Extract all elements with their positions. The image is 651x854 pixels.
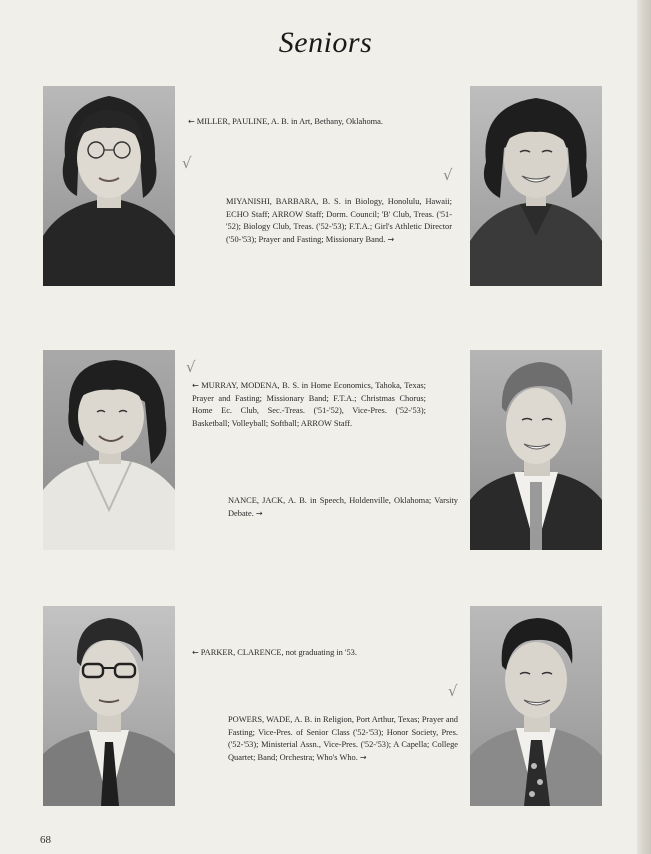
bio-text: POWERS, WADE, A. B. in Religion, Port Arthur, Texas; Prayer and Fasting; Vice-Pres. of Senior Class ('52-'53); Honor Society, Pres. ('52-'53); Ministerial Assn., Vice-Pres. ('52-'53); A Capella; College Quartet; Band; Orchestra; Who's Who. <box>228 715 458 762</box>
portrait-photo-miyanishi <box>470 86 602 286</box>
bio-parker <box>192 647 452 660</box>
page-edge <box>637 0 651 854</box>
arrow-right-icon: → <box>387 234 395 244</box>
bio-nance <box>228 495 458 520</box>
check-mark-icon: √ <box>448 682 458 700</box>
arrow-left-icon: ← <box>192 381 199 390</box>
portrait-photo-murray <box>43 350 175 550</box>
check-mark-icon: √ <box>443 166 453 184</box>
portrait-photo-nance <box>470 350 602 550</box>
check-mark-icon: √ <box>186 358 196 376</box>
check-mark-icon: √ <box>182 154 192 172</box>
bio-text: MILLER, PAULINE, A. B. in Art, Bethany, Oklahoma. <box>196 117 383 126</box>
page-number: 68 <box>40 834 51 846</box>
page-title: Seniors <box>278 26 373 59</box>
portrait-photo-powers <box>470 606 602 806</box>
portrait-photo-parker <box>43 606 175 806</box>
bio-text: NANCE, JACK, A. B. in Speech, Holdenville, Oklahoma; Varsity Debate. <box>228 496 458 518</box>
arrow-right-icon: → <box>359 752 367 762</box>
bio-text: MIYANISHI, BARBARA, B. S. in Biology, Honolulu, Hawaii; ECHO Staff; ARROW Staff; Dorm. Council; 'B' Club, Treas. ('51-'52); Biology Club, Treas. ('52-'53); F.T.A.; Girl's Athletic Director ('50-'53); Prayer and Fasting; Missionary Band. <box>226 197 452 244</box>
arrow-right-icon: → <box>255 508 263 518</box>
bio-miyanishi <box>226 196 452 246</box>
portrait-photo-miller <box>43 86 175 286</box>
bio-text: MURRAY, MODENA, B. S. in Home Economics, Tahoka, Texas; Prayer and Fasting; Missionary Band; F.T.A.; Christmas Chorus; Home Ec. Club, Sec.-Treas. ('51-'52), Vice-Pres. ('52-'53); Basketball; Volleyball; Softball; ARROW Staff. <box>192 381 427 428</box>
bio-miller <box>188 116 458 129</box>
bio-text: PARKER, CLARENCE, not graduating in '53. <box>200 648 357 657</box>
arrow-left-icon: ← <box>192 648 199 657</box>
bio-powers <box>228 714 458 764</box>
arrow-left-icon: ← <box>188 117 195 126</box>
bio-murray <box>192 380 426 430</box>
